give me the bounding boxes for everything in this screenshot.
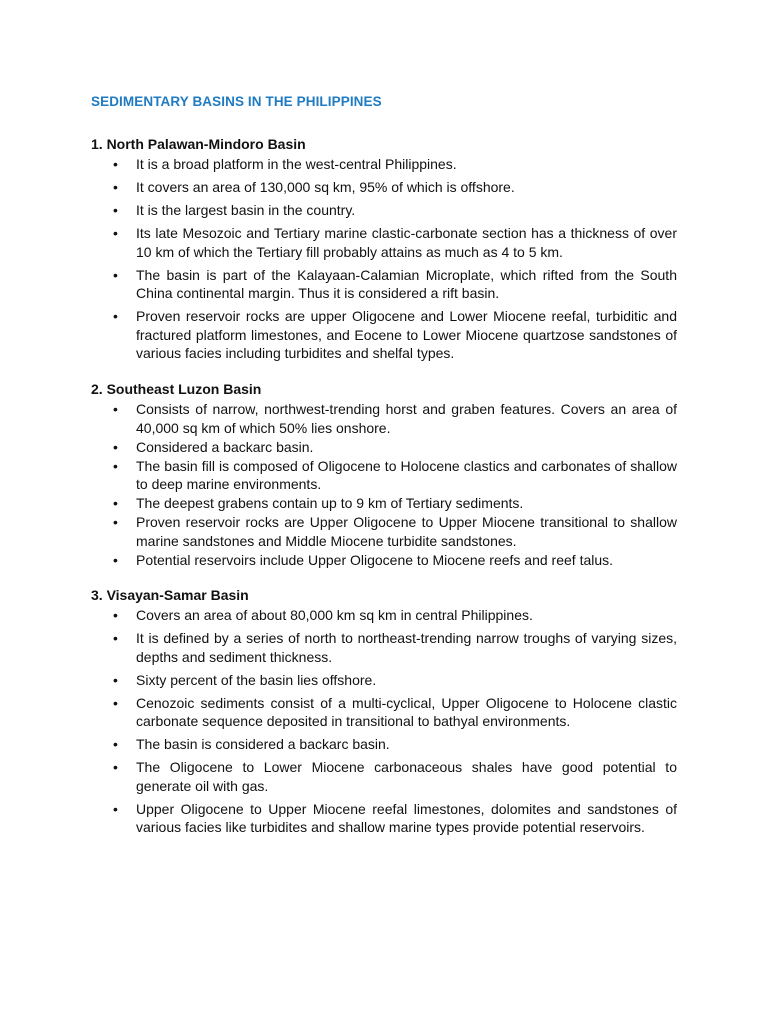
document-title: SEDIMENTARY BASINS IN THE PHILIPPINES [91, 94, 382, 109]
list-item: • It is defined by a series of north to northeast-trending narrow troughs of varying sizes, depths and sediment thickness. [91, 629, 677, 666]
section-visayan-samar [91, 586, 677, 841]
list-item: • The deepest grabens contain up to 9 km of Tertiary sediments. [91, 494, 677, 513]
section-southeast-luzon [91, 380, 677, 570]
list-item: • The basin is considered a backarc basin. [91, 735, 677, 754]
section-heading: 1. North Palawan-Mindoro Basin [91, 136, 306, 152]
list-item: • Considered a backarc basin. [91, 438, 677, 457]
list-item: • The basin is part of the Kalayaan-Calamian Microplate, which rifted from the South China continental margin. Thus it is considered a rift basin. [91, 266, 677, 303]
list-item: • Cenozoic sediments consist of a multi-cyclical, Upper Oligocene to Holocene clastic carbonate sequence deposited in transitional to bathyal environments. [91, 694, 677, 731]
list-item: • Sixty percent of the basin lies offshore. [91, 671, 677, 690]
list-item: • Upper Oligocene to Upper Miocene reefal limestones, dolomites and sandstones of various facies like turbidites and shallow marine types provide potential reservoirs. [91, 800, 677, 837]
section-north-palawan-mindoro [91, 135, 677, 367]
list-item: • Consists of narrow, northwest-trending horst and graben features. Covers an area of 40,000 sq km of which 50% lies onshore. [91, 400, 677, 437]
list-item: • The Oligocene to Lower Miocene carbonaceous shales have good potential to generate oil with gas. [91, 758, 677, 795]
list-item: • It covers an area of 130,000 sq km, 95% of which is offshore. [91, 178, 677, 197]
bullet-list [91, 606, 677, 837]
list-item: • Its late Mesozoic and Tertiary marine clastic-carbonate section has a thickness of over 10 km of which the Tertiary fill probably attains as much as 4 to 5 km. [91, 224, 677, 261]
section-heading: 2. Southeast Luzon Basin [91, 381, 262, 397]
list-item: • Proven reservoir rocks are upper Oligocene and Lower Miocene reefal, turbiditic and fractured platform limestones, and Eocene to Lower Miocene quartzose sandstones of various facies including turbidites and shelfal types. [91, 307, 677, 363]
section-heading: 3. Visayan-Samar Basin [91, 587, 249, 603]
list-item: • It is a broad platform in the west-central Philippines. [91, 155, 677, 174]
list-item: • Covers an area of about 80,000 km sq km in central Philippines. [91, 606, 677, 625]
list-item: • Proven reservoir rocks are Upper Oligocene to Upper Miocene transitional to shallow marine sandstones and Middle Miocene turbidite sandstones. [91, 513, 677, 550]
list-item: • The basin fill is composed of Oligocene to Holocene clastics and carbonates of shallow to deep marine environments. [91, 457, 677, 494]
bullet-list [91, 400, 677, 569]
list-item: • It is the largest basin in the country. [91, 201, 677, 220]
bullet-list [91, 155, 677, 363]
list-item: • Potential reservoirs include Upper Oligocene to Miocene reefs and reef talus. [91, 551, 677, 570]
